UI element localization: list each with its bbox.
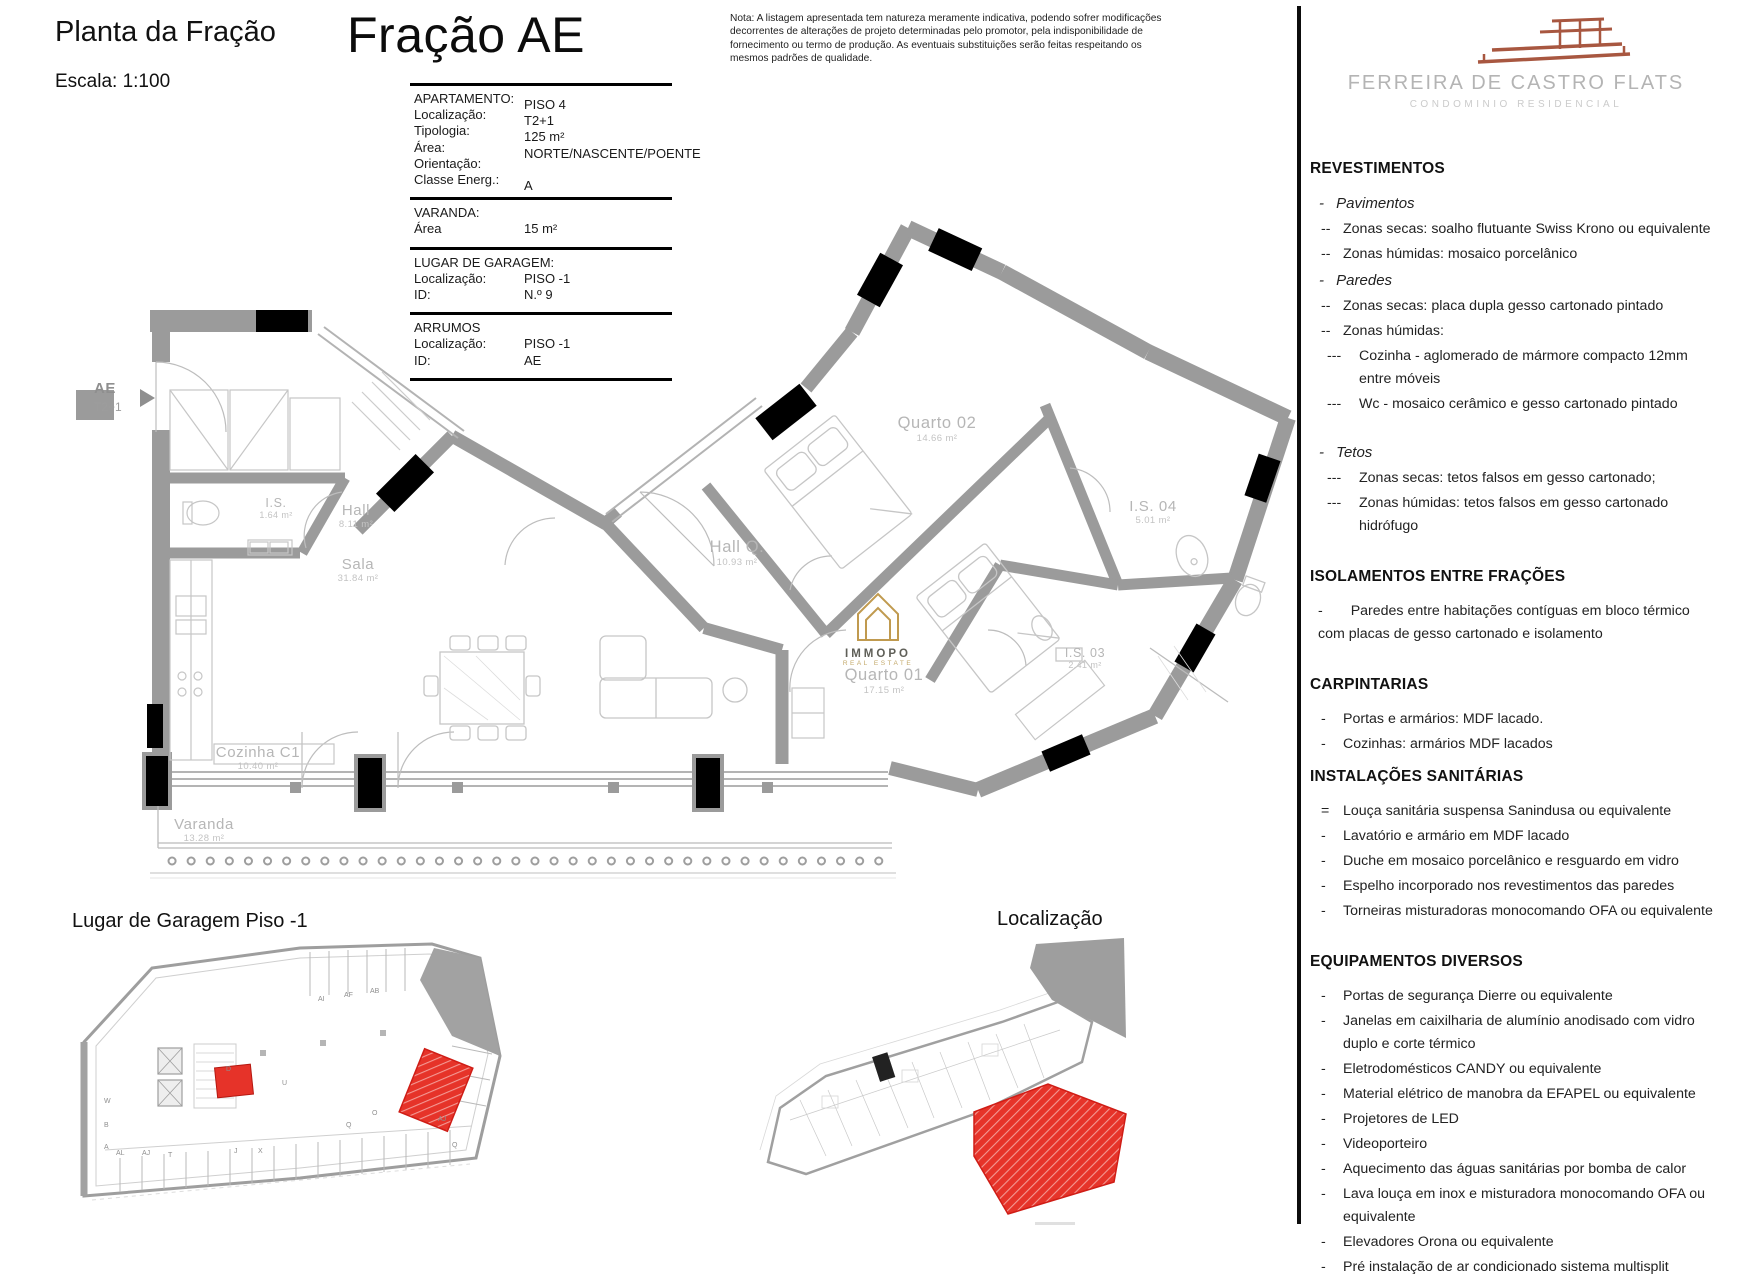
info-label: Localização: [414, 107, 487, 123]
spec-bullet: -- [1321, 323, 1331, 339]
spec-bullet: - [1321, 1086, 1326, 1102]
spec-text: Tetos [1336, 444, 1373, 461]
room-name: Sala [341, 556, 375, 573]
spec-bullet: - [1321, 1259, 1326, 1275]
garage-stall-label: U [282, 1080, 288, 1087]
room-area: 13.28 m² [183, 833, 225, 844]
apartment-plan [76, 228, 1288, 878]
spec-bullet: - [1321, 1111, 1326, 1127]
spec-item [1310, 1256, 1716, 1279]
spec-text: Elevadores Orona ou equivalente [1343, 1234, 1554, 1250]
spec-bullet: - [1321, 878, 1326, 894]
disclaimer-note: Nota: A listagem apresentada tem natureza meramente indicativa, podendo sofrer modificações decorrentes de alterações de projeto determinadas pelo promotor, pela indisponibilidade de fornecimento ou termo de produção. As eventuais substituições serão feitas respeitando os mesmos padrões de qualidade. [730, 13, 1162, 65]
info-value: T2+1 [524, 113, 554, 129]
spec-bullet: - [1321, 711, 1326, 727]
brand-logo-icon [1478, 19, 1630, 62]
spec-section-title: EQUIPAMENTOS DIVERSOS [1310, 953, 1523, 970]
spec-bullet: - [1319, 444, 1324, 461]
spec-bullet: - [1318, 603, 1323, 619]
info-value: PISO 4 [524, 97, 566, 112]
spec-bullet: - [1321, 736, 1326, 752]
info-label: APARTAMENTO: [414, 91, 515, 106]
info-label: Área [414, 221, 442, 237]
room-label [1129, 498, 1177, 526]
scale-label: Escala: 1:100 [55, 71, 171, 92]
spec-bullet: = [1321, 803, 1330, 819]
info-label: Tipologia: [414, 123, 470, 139]
spec-text: Pavimentos [1336, 195, 1415, 212]
spec-bullet: - [1321, 853, 1326, 869]
spec-section-title: REVESTIMENTOS [1310, 160, 1445, 177]
garage-stall-label: AI [318, 996, 325, 1003]
info-label: Área: [414, 139, 446, 155]
info-label: Classe Energ.: [414, 172, 500, 188]
spec-text: Cozinha - aglomerado de mármore compacto 12mm entre móveis [1359, 348, 1688, 387]
room-label [338, 556, 379, 584]
info-label: ARRUMOS [414, 320, 481, 336]
room-area: 10.93 m² [716, 557, 758, 568]
brand-subtitle: CONDOMINIO RESIDENCIAL [1409, 99, 1623, 110]
room-name: I.S. 03 [1064, 646, 1106, 660]
spec-bullet: - [1321, 1136, 1326, 1152]
room-label [1065, 646, 1105, 670]
room-label [339, 502, 373, 530]
room-area: 14.66 m² [916, 433, 958, 444]
spec-bullet: - [1321, 988, 1326, 1004]
location-section-title: Localização [997, 908, 1103, 930]
spec-section-title: CARPINTARIAS [1310, 676, 1429, 693]
spec-text: Janelas em caixilharia de alumínio anodisado com vidro duplo e corte térmico [1343, 1013, 1695, 1052]
spec-bullet: --- [1327, 470, 1342, 486]
garage-stall-label: W [104, 1098, 111, 1105]
spec-text: Louça sanitária suspensa Sanindusa ou equivalente [1343, 803, 1672, 819]
spec-bullet: --- [1327, 495, 1342, 511]
info-value: 125 m² [524, 129, 565, 145]
spec-text: Pré instalação de ar condicionado sistema multisplit [1343, 1259, 1669, 1275]
bed-quarto-02 [764, 415, 912, 570]
dining-table [424, 636, 540, 740]
garage-stall-label: AF [344, 992, 353, 999]
info-label: ID: [414, 352, 431, 368]
spec-bullet: - [1319, 272, 1324, 289]
room-name: Quarto 01 [844, 666, 924, 684]
room-label [898, 414, 977, 444]
garage-stall-label: Q [346, 1122, 352, 1129]
room-area: 31.84 m² [337, 573, 379, 584]
spec-text: Paredes entre habitações contíguas em bloco térmico com placas de gesso cartonado e isolamento [1318, 603, 1690, 642]
brand-name: FERREIRA DE CASTRO FLATS [1347, 72, 1685, 94]
garage-stall-label: J [234, 1148, 238, 1155]
room-name: Cozinha C1 [215, 744, 301, 761]
room-area: 10.40 m² [237, 761, 279, 772]
spec-bullet: - [1321, 1013, 1326, 1029]
info-label: Localização: [414, 270, 487, 286]
garage-spot-highlight [399, 1049, 473, 1132]
garage-stall-label: AL [116, 1150, 125, 1157]
spec-text: Duche em mosaico porcelânico e resguardo em vidro [1343, 853, 1679, 869]
room-label [710, 538, 765, 568]
garage-stall-label: T [168, 1152, 173, 1159]
spec-bullet: - [1321, 828, 1326, 844]
room-area: 5.01 m² [1135, 515, 1171, 526]
watermark [843, 646, 913, 667]
garage-stall-label: A [104, 1144, 109, 1151]
room-name: Varanda [174, 816, 234, 833]
spec-text: Wc - mosaico cerâmico e gesso cartonado pintado [1359, 396, 1678, 412]
room-label [259, 496, 292, 520]
room-area: 8.11 m² [338, 519, 374, 530]
garage-plan [84, 944, 500, 1200]
spec-bullet: --- [1327, 396, 1342, 412]
info-label: LUGAR DE GARAGEM: [414, 254, 555, 270]
entry-fraction-label: AE [94, 380, 116, 397]
fraction-highlight [974, 1084, 1126, 1214]
spec-text: Zonas húmidas: [1343, 323, 1444, 339]
spec-section-title: INSTALAÇÕES SANITÁRIAS [1310, 768, 1524, 785]
info-value: A [524, 178, 533, 194]
spec-bullet: -- [1321, 298, 1331, 314]
spec-bullet: -- [1321, 221, 1331, 237]
spec-text: Videoporteiro [1343, 1136, 1428, 1152]
room-name: I.S. 04 [1129, 498, 1177, 515]
spec-text: Zonas húmidas: tetos falsos em gesso cartonado hidrófugo [1359, 495, 1669, 534]
entry-marker [94, 380, 154, 416]
spec-text: Projetores de LED [1343, 1111, 1459, 1127]
watermark-name: IMMOPO [845, 648, 911, 660]
fraction-title: Fração AE [347, 7, 585, 63]
watermark-subtitle: REAL ESTATE [842, 660, 914, 667]
garage-stall-label: X [258, 1148, 263, 1155]
info-value: AE [524, 352, 542, 368]
spec-text: Zonas secas: tetos falsos em gesso cartonado; [1359, 470, 1656, 486]
info-value: PISO -1 [524, 336, 571, 352]
spec-section-title: ISOLAMENTOS ENTRE FRAÇÕES [1310, 568, 1566, 585]
garage-stall-label: O [372, 1110, 378, 1117]
entry-typology-label: T2+1 [94, 400, 122, 414]
spec-bullet: - [1319, 195, 1324, 212]
spec-text: Zonas secas: soalho flutuante Swiss Krono ou equivalente [1343, 221, 1711, 237]
spec-text: Material elétrico de manobra da EFAPEL ou equivalente [1343, 1086, 1696, 1102]
spec-bullet: - [1321, 1061, 1326, 1077]
room-name: I.S. [265, 496, 287, 510]
garage-stall-label: AJ [438, 1116, 447, 1123]
spec-text: Aquecimento das águas sanitárias por bomba de calor [1343, 1161, 1687, 1177]
info-label: ID: [414, 287, 431, 303]
room-label [174, 816, 234, 844]
garage-stall-label: B [104, 1122, 109, 1129]
info-label: Orientação: [414, 155, 482, 171]
page-title: Planta da Fração [55, 16, 276, 48]
garage-stall-label: D [226, 1066, 232, 1073]
spec-text: Portas e armários: MDF lacado. [1343, 711, 1544, 727]
spec-bullet: -- [1321, 246, 1331, 262]
info-value: NORTE/NASCENTE/POENTE [524, 145, 701, 161]
room-name: Hall Q. [709, 538, 765, 556]
garage-stall-label: AB [370, 988, 380, 995]
garage-stall-label: AJ [142, 1150, 151, 1157]
location-plan [760, 938, 1126, 1225]
spec-text: Torneiras misturadoras monocomando OFA ou equivalente [1343, 903, 1713, 919]
garage-stall-label: Q [452, 1142, 458, 1149]
room-name: Quarto 02 [897, 414, 977, 432]
garage-spot-highlight-secondary [215, 1064, 254, 1098]
spec-text: Lava louça em inox e misturadora monocomando OFA ou equivalente [1343, 1186, 1705, 1225]
info-value: PISO -1 [524, 270, 571, 286]
spec-bullet: - [1321, 903, 1326, 919]
info-value: N.º 9 [524, 287, 553, 303]
sofa [600, 636, 747, 718]
room-label [845, 666, 924, 696]
spec-bullet: - [1321, 1234, 1326, 1250]
info-value: 15 m² [524, 221, 558, 237]
spec-text: Cozinhas: armários MDF lacados [1343, 736, 1553, 752]
room-name: Hall [341, 502, 371, 519]
entry-arrow-icon [140, 389, 155, 407]
room-area: 17.15 m² [863, 685, 905, 696]
room-area: 2.41 m² [1068, 660, 1102, 670]
spec-text: Zonas húmidas: mosaico porcelânico [1343, 246, 1578, 262]
spec-text: Paredes [1336, 272, 1393, 289]
spec-text: Portas de segurança Dierre ou equivalente [1343, 988, 1613, 1004]
spec-text: Lavatório e armário em MDF lacado [1343, 828, 1570, 844]
room-area: 1.64 m² [259, 510, 293, 520]
info-label: Localização: [414, 336, 487, 352]
spec-bullet: - [1321, 1161, 1326, 1177]
spec-text: Zonas secas: placa dupla gesso cartonado pintado [1343, 298, 1664, 314]
info-label: VARANDA: [414, 205, 480, 221]
garage-section-title: Lugar de Garagem Piso -1 [72, 910, 308, 932]
spec-bullet: - [1321, 1186, 1326, 1202]
spec-text: Eletrodomésticos CANDY ou equivalente [1343, 1061, 1602, 1077]
room-label [216, 744, 300, 772]
spec-bullet: --- [1327, 348, 1342, 364]
spec-text: Espelho incorporado nos revestimentos das paredes [1343, 878, 1675, 894]
